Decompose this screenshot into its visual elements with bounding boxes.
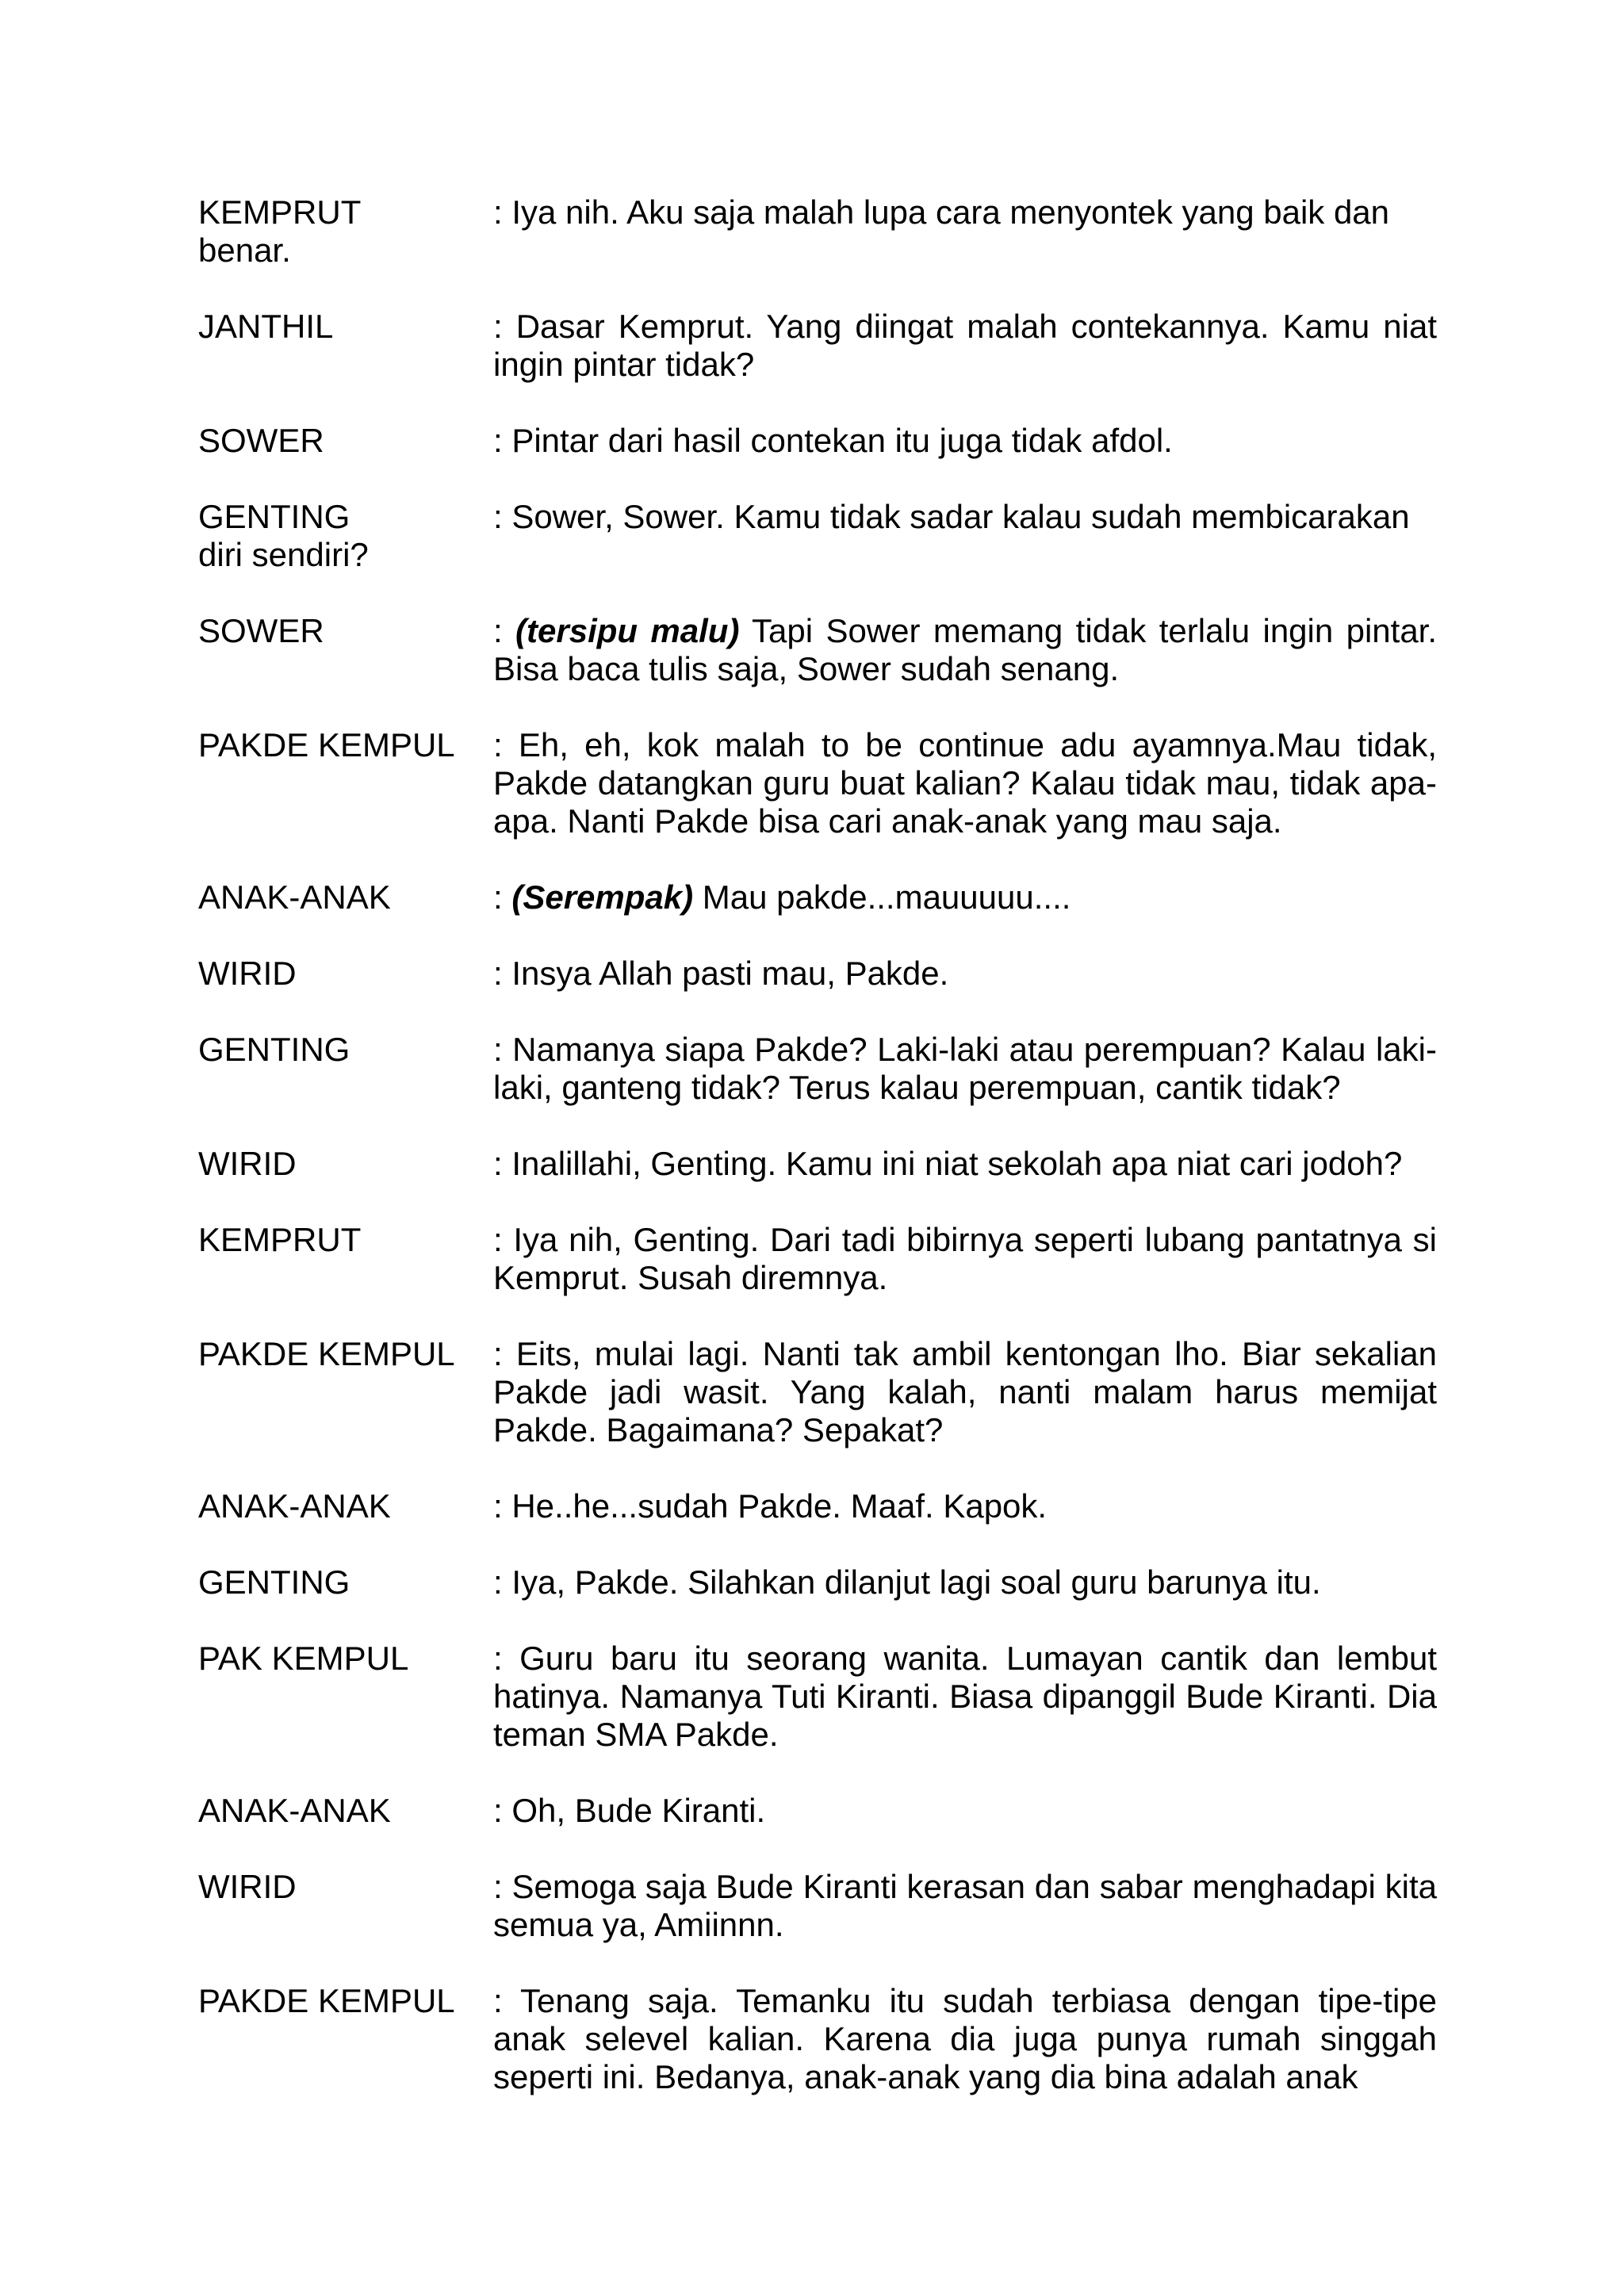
dialogue-entry bbox=[198, 1868, 1437, 1944]
speaker-name: ANAK-ANAK bbox=[198, 1487, 391, 1525]
speaker-name: PAK KEMPUL bbox=[198, 1640, 409, 1677]
speaker-name: JANTHIL bbox=[198, 308, 334, 345]
speaker-name: GENTING bbox=[198, 1031, 350, 1068]
dialogue-text: : Iya, Pakde. Silahkan dilanjut lagi soal guru barunya itu. bbox=[493, 1563, 1321, 1601]
dialogue-entry bbox=[198, 726, 1437, 840]
dialogue-entry bbox=[198, 1031, 1437, 1107]
speaker-name: KEMPRUT bbox=[198, 193, 362, 231]
dialogue-entry bbox=[198, 612, 1437, 688]
dialogue-entry bbox=[198, 308, 1437, 384]
speaker-name: SOWER bbox=[198, 612, 324, 649]
speaker-name: KEMPRUT bbox=[198, 1221, 362, 1258]
dialogue-entry bbox=[198, 1982, 1437, 2096]
script-dialogue bbox=[198, 193, 1437, 2134]
speaker-name: GENTING bbox=[198, 498, 350, 535]
dialogue-text bbox=[493, 612, 1437, 688]
dialogue-text: : Tenang saja. Temanku itu sudah terbiasa dengan tipe-tipe anak selevel kalian. Karena dia juga punya rumah singgah seperti ini. Bedanya, anak-anak yang dia bina adalah anak bbox=[493, 1982, 1437, 2095]
dialogue-entry bbox=[198, 193, 1437, 270]
dialogue-entry bbox=[198, 1640, 1437, 1754]
dialogue-colon: : bbox=[493, 612, 516, 649]
speaker-name: SOWER bbox=[198, 422, 324, 459]
dialogue-entry bbox=[198, 1145, 1437, 1183]
dialogue-text: : Semoga saja Bude Kiranti kerasan dan sabar menghadapi kita semua ya, Amiinnn. bbox=[493, 1868, 1437, 1943]
dialogue-overflow: diri sendiri? bbox=[198, 536, 369, 573]
dialogue-entry bbox=[198, 1221, 1437, 1297]
dialogue-text: : Pintar dari hasil contekan itu juga tidak afdol. bbox=[493, 422, 1173, 459]
dialogue-body: Mau pakde...mauuuuu.... bbox=[693, 878, 1071, 916]
dialogue-text bbox=[493, 878, 1437, 916]
speaker-name: WIRID bbox=[198, 955, 297, 992]
speaker-name: GENTING bbox=[198, 1563, 350, 1601]
dialogue-text: : Iya nih. Aku saja malah lupa cara menyontek yang baik dan bbox=[493, 193, 1390, 231]
dialogue-overflow: benar. bbox=[198, 232, 291, 269]
dialogue-text: : Insya Allah pasti mau, Pakde. bbox=[493, 955, 949, 992]
dialogue-text: : Eh, eh, kok malah to be continue adu ayamnya.Mau tidak, Pakde datangkan guru buat kalian? Kalau tidak mau, tidak apa-apa. Nanti Pakde bisa cari anak-anak yang mau saja. bbox=[493, 726, 1437, 840]
dialogue-colon: : bbox=[493, 878, 512, 916]
stage-direction: (tersipu malu) bbox=[515, 612, 740, 649]
dialogue-entry bbox=[198, 422, 1437, 460]
dialogue-text: : Oh, Bude Kiranti. bbox=[493, 1792, 766, 1829]
dialogue-text: : Namanya siapa Pakde? Laki-laki atau perempuan? Kalau laki-laki, ganteng tidak? Terus kalau perempuan, cantik tidak? bbox=[493, 1031, 1437, 1106]
dialogue-text: : He..he...sudah Pakde. Maaf. Kapok. bbox=[493, 1487, 1048, 1525]
speaker-name: WIRID bbox=[198, 1868, 297, 1905]
speaker-name: WIRID bbox=[198, 1145, 297, 1182]
speaker-name: ANAK-ANAK bbox=[198, 878, 391, 916]
dialogue-text: : Sower, Sower. Kamu tidak sadar kalau sudah membicarakan bbox=[493, 498, 1410, 535]
dialogue-entry bbox=[198, 1335, 1437, 1449]
dialogue-text: : Guru baru itu seorang wanita. Lumayan cantik dan lembut hatinya. Namanya Tuti Kiranti. Biasa dipanggil Bude Kiranti. Dia teman SMA Pakde. bbox=[493, 1640, 1437, 1753]
speaker-name: PAKDE KEMPUL bbox=[198, 1982, 455, 2019]
dialogue-entry bbox=[198, 1563, 1437, 1601]
speaker-name: PAKDE KEMPUL bbox=[198, 1335, 455, 1372]
dialogue-entry bbox=[198, 955, 1437, 993]
stage-direction: (Serempak) bbox=[511, 878, 694, 916]
dialogue-entry bbox=[198, 1792, 1437, 1830]
dialogue-entry bbox=[198, 1487, 1437, 1525]
dialogue-text: : Eits, mulai lagi. Nanti tak ambil kentongan lho. Biar sekalian Pakde jadi wasit. Yang kalah, nanti malam harus memijat Pakde. Bagaimana? Sepakat? bbox=[493, 1335, 1437, 1448]
dialogue-text: : Inalillahi, Genting. Kamu ini niat sekolah apa niat cari jodoh? bbox=[493, 1145, 1403, 1182]
speaker-name: PAKDE KEMPUL bbox=[198, 726, 455, 763]
dialogue-text: : Iya nih, Genting. Dari tadi bibirnya seperti lubang pantatnya si Kemprut. Susah diremnya. bbox=[493, 1221, 1437, 1296]
dialogue-text: : Dasar Kemprut. Yang diingat malah contekannya. Kamu niat ingin pintar tidak? bbox=[493, 308, 1437, 383]
dialogue-body: Tapi Sower memang tidak terlalu ingin pintar. Bisa baca tulis saja, Sower sudah senang. bbox=[493, 612, 1438, 687]
speaker-name: ANAK-ANAK bbox=[198, 1792, 391, 1829]
dialogue-entry bbox=[198, 878, 1437, 916]
dialogue-entry bbox=[198, 498, 1437, 574]
